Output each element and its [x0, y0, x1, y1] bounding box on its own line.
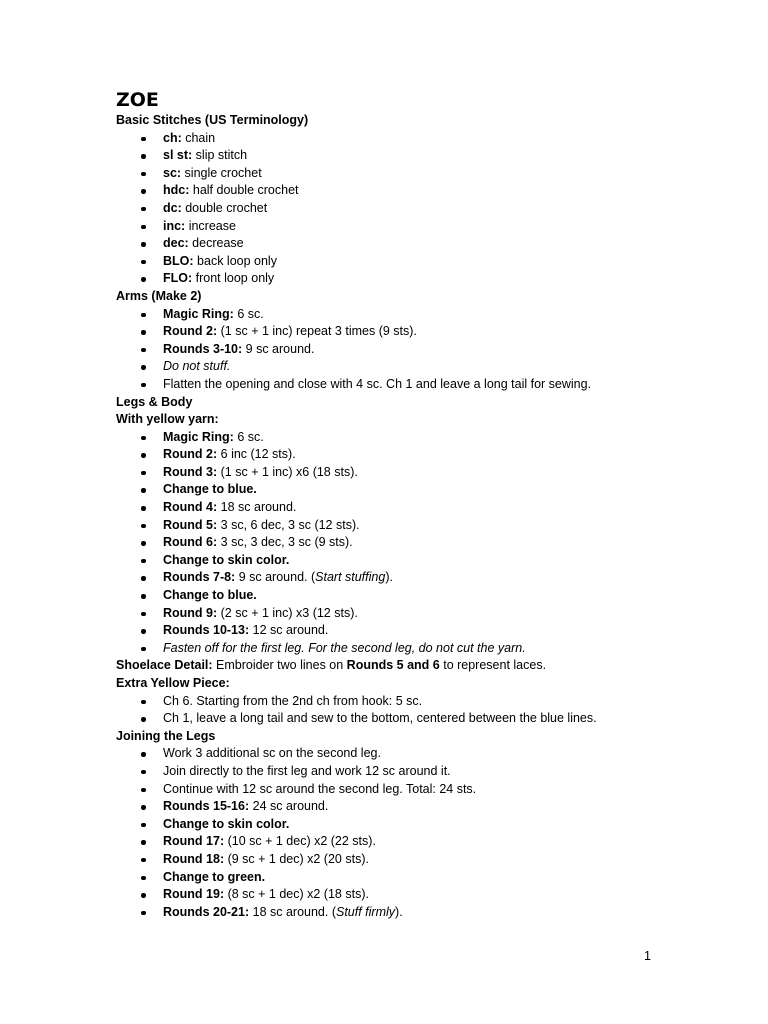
bold-text: Change to skin color. [163, 816, 290, 831]
text-run: double crochet [181, 200, 268, 215]
bold-text: FLO: [163, 271, 193, 286]
text-run: Continue with 12 sc around the second leg. Total: 24 sts. [163, 781, 477, 796]
bold-text: Change to skin color. [163, 552, 290, 567]
list-item [116, 693, 736, 711]
text-run: 6 inc (12 sts). [217, 447, 296, 462]
text-run: 24 sc around. [249, 799, 329, 814]
list-item [116, 499, 736, 517]
list-item [116, 798, 736, 816]
bold-text: Rounds 10-13: [163, 623, 250, 638]
section-heading: Extra Yellow Piece: [116, 676, 230, 690]
text-run: single crochet [181, 165, 262, 180]
text-run: 3 sc, 3 dec, 3 sc (9 sts). [217, 535, 353, 550]
bold-text: Round 3: [163, 464, 218, 479]
text-run: front loop only [192, 271, 275, 286]
bold-text: sc: [163, 165, 182, 180]
list-item [116, 376, 736, 394]
text-run: Ch 6. Starting from the 2nd ch from hook: 5 sc. [163, 693, 423, 708]
list-item [116, 235, 736, 253]
text-run: Work 3 additional sc on the second leg. [163, 746, 381, 761]
list-item [116, 710, 736, 728]
bold-text: Round 5: [163, 517, 218, 532]
list-item [116, 886, 736, 904]
bold-text: Change to green. [163, 869, 266, 884]
bold-text: ch: [163, 130, 182, 145]
bold-text: Round 2: [163, 447, 218, 462]
bold-text: hdc: [163, 183, 190, 198]
bold-text: Round 6: [163, 535, 218, 550]
list-item [116, 534, 736, 552]
list-item [116, 745, 736, 763]
text-run: (1 sc + 1 inc) repeat 3 times (9 sts). [217, 324, 417, 339]
text-run: Embroider two lines on [212, 658, 347, 673]
italic-text: Fasten off for the first leg. For the second leg, do not cut the yarn. [163, 640, 526, 655]
list-item [116, 323, 736, 341]
list-item [116, 182, 736, 200]
italic-text: Do not stuff. [163, 359, 231, 374]
bold-text: Shoelace Detail: [116, 658, 213, 673]
content-blocks [116, 112, 736, 921]
section-heading: Legs & Body [116, 394, 193, 409]
section-heading: Joining the Legs [116, 728, 216, 743]
bullet-list [116, 306, 736, 394]
text-run: 18 sc around. ( [249, 904, 336, 919]
list-item [116, 816, 736, 834]
bold-text: Round 9: [163, 605, 218, 620]
list-item [116, 218, 736, 236]
bold-text: Change to blue. [163, 588, 257, 603]
text-run: ). [385, 570, 393, 585]
list-item [116, 833, 736, 851]
list-item [116, 341, 736, 359]
text-run: chain [181, 130, 216, 145]
document-body [116, 88, 736, 921]
bold-text: Magic Ring: [163, 429, 234, 444]
text-run: (1 sc + 1 inc) x6 (18 sts). [217, 464, 358, 479]
bold-text: dec: [163, 236, 189, 251]
text-run: (8 sc + 1 dec) x2 (18 sts). [224, 887, 369, 902]
text-run: 18 sc around. [217, 500, 297, 515]
text-run: Join directly to the first leg and work 12 sc around it. [163, 763, 451, 778]
list-item [116, 552, 736, 570]
bold-text: Round 19: [163, 887, 225, 902]
bold-text: Magic Ring: [163, 306, 234, 321]
text-run: 9 sc around. ( [235, 570, 316, 585]
text-run: increase [185, 218, 236, 233]
bold-text: Rounds 5 and 6 [346, 658, 440, 673]
bold-text: Rounds 15-16: [163, 799, 250, 814]
bold-text: sl st: [163, 148, 193, 163]
list-item [116, 622, 736, 640]
list-item [116, 569, 736, 587]
bold-text: Rounds 20-21: [163, 904, 250, 919]
list-item [116, 481, 736, 499]
list-item [116, 270, 736, 288]
bold-text: Round 17: [163, 834, 225, 849]
list-item [116, 147, 736, 165]
bullet-list [116, 130, 736, 288]
text-run: back loop only [193, 253, 277, 268]
list-item [116, 904, 736, 922]
bold-text: Round 2: [163, 324, 218, 339]
list-item [116, 640, 736, 658]
list-item [116, 358, 736, 376]
text-run: 12 sc around. [249, 623, 329, 638]
text-run: 9 sc around. [242, 341, 315, 356]
text-run: half double crochet [189, 183, 299, 198]
text-run: (2 sc + 1 inc) x3 (12 sts). [217, 605, 358, 620]
text-run: slip stitch [192, 148, 248, 163]
text-run: 3 sc, 6 dec, 3 sc (12 sts). [217, 517, 360, 532]
text-run: (10 sc + 1 dec) x2 (22 sts). [224, 834, 376, 849]
page-title: ZOE [116, 89, 159, 111]
bullet-list [116, 429, 736, 658]
list-item [116, 200, 736, 218]
section-heading: Arms (Make 2) [116, 288, 202, 303]
bold-text: inc: [163, 218, 186, 233]
text-run: Ch 1, leave a long tail and sew to the bottom, centered between the blue lines. [163, 711, 597, 726]
list-item [116, 464, 736, 482]
list-item [116, 587, 736, 605]
bold-text: Round 18: [163, 851, 225, 866]
list-item [116, 165, 736, 183]
italic-text: Start stuffing [315, 570, 386, 585]
list-item [116, 130, 736, 148]
text-run: to represent laces. [439, 658, 547, 673]
bold-text: Round 4: [163, 500, 218, 515]
text-run: 6 sc. [233, 306, 264, 321]
bold-text: Change to blue. [163, 482, 257, 497]
italic-text: Stuff firmly [336, 904, 396, 919]
text-run: (9 sc + 1 dec) x2 (20 sts). [224, 851, 369, 866]
bullet-list [116, 693, 736, 728]
list-item [116, 517, 736, 535]
text-run: ). [395, 904, 403, 919]
text-run: 6 sc. [233, 429, 264, 444]
list-item [116, 851, 736, 869]
bold-text: Rounds 3-10: [163, 341, 243, 356]
list-item [116, 446, 736, 464]
list-item [116, 253, 736, 271]
list-item [116, 869, 736, 887]
bold-text: BLO: [163, 253, 194, 268]
list-item [116, 429, 736, 447]
page-number: 1 [644, 949, 651, 963]
bold-text: Rounds 7-8: [163, 570, 236, 585]
bullet-list [116, 745, 736, 921]
section-heading: With yellow yarn: [116, 412, 219, 427]
text-run: decrease [188, 236, 244, 251]
list-item [116, 763, 736, 781]
text-run: Flatten the opening and close with 4 sc. Ch 1 and leave a long tail for sewing. [163, 376, 592, 391]
list-item [116, 605, 736, 623]
bold-text: dc: [163, 200, 182, 215]
section-heading: Basic Stitches (US Terminology) [116, 113, 309, 127]
list-item [116, 781, 736, 799]
list-item [116, 306, 736, 324]
paragraph [116, 657, 736, 675]
